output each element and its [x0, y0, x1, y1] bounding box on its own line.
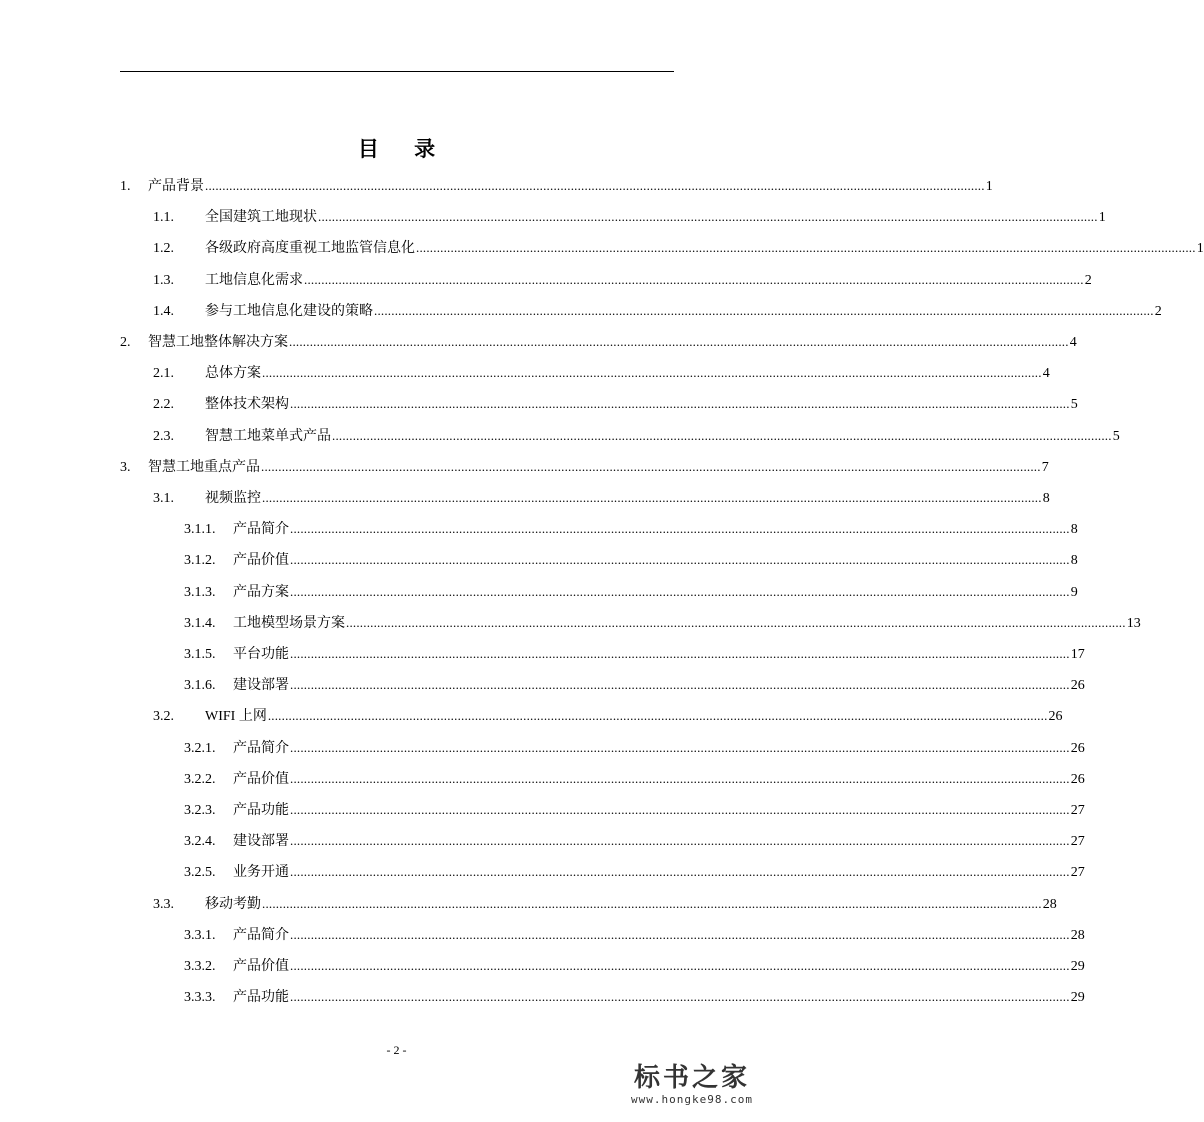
toc-entry[interactable]: [153, 389, 1078, 419]
toc-dot-leader: ..................................................................................................................................................................................................................................: [262, 895, 1042, 911]
toc-entry[interactable]: [184, 670, 1085, 700]
toc-entry-title: 智慧工地重点产品: [148, 459, 260, 475]
toc-entry-title: 产品简介: [233, 740, 289, 756]
toc-entry-title: 产品简介: [233, 522, 289, 538]
toc-entry-title: 业务开通: [233, 865, 289, 881]
toc-entry-title: 建设部署: [233, 834, 289, 850]
footer-page-number: - 2 -: [386, 1043, 407, 1057]
watermark-name: 标书之家: [633, 1063, 750, 1093]
toc-dot-leader: ..................................................................................................................................................................................................................................: [290, 521, 1070, 537]
toc-dot-leader: ..................................................................................................................................................................................................................................: [261, 458, 1041, 474]
toc-entry[interactable]: [184, 982, 1085, 1012]
toc-dot-leader: ..................................................................................................................................................................................................................................: [290, 770, 1070, 786]
toc-entry-page: 29: [1070, 959, 1085, 974]
toc-entry-page: 29: [1070, 990, 1085, 1006]
toc-dot-leader: ..................................................................................................................................................................................................................................: [205, 178, 985, 193]
toc-dot-leader: ..................................................................................................................................................................................................................................: [290, 864, 1070, 880]
toc-entry-number: 3.: [120, 459, 131, 475]
toc-dot-leader: ..................................................................................................................................................................................................................................: [290, 958, 1070, 973]
toc-entry-number: 3.1.5.: [184, 647, 216, 662]
toc-dot-leader: ..................................................................................................................................................................................................................................: [374, 302, 1154, 318]
toc-entry-page: 4: [1069, 335, 1077, 350]
toc-entry-number: 1.2.: [153, 241, 174, 257]
toc-dot-leader: ..................................................................................................................................................................................................................................: [416, 240, 1196, 256]
toc-entry[interactable]: [184, 514, 1078, 544]
toc-entry-number: 3.2.: [153, 709, 174, 725]
toc-entry-title: 工地信息化需求: [205, 272, 303, 288]
header-rule: [120, 71, 674, 72]
toc-entry[interactable]: [153, 233, 1204, 263]
toc-dot-leader: ..................................................................................................................................................................................................................................: [290, 989, 1070, 1005]
toc-entry-page: 5: [1112, 428, 1120, 444]
toc-entry[interactable]: [184, 545, 1078, 575]
toc-entry[interactable]: [153, 483, 1050, 513]
toc-entry[interactable]: [184, 764, 1085, 794]
toc-dot-leader: ..................................................................................................................................................................................................................................: [318, 209, 1098, 225]
toc-entry-title: 智慧工地菜单式产品: [205, 428, 331, 444]
toc-dot-leader: ..................................................................................................................................................................................................................................: [290, 833, 1070, 849]
toc-entry-page: 13: [1126, 615, 1141, 631]
toc-entry-title: 建设部署: [233, 678, 289, 694]
toc-entry-number: 3.2.2.: [184, 771, 216, 787]
toc-entry[interactable]: [184, 795, 1085, 825]
toc-entry-number: 3.1.3.: [184, 584, 216, 600]
toc-entry-title: 产品功能: [233, 990, 289, 1006]
toc-entry[interactable]: [153, 889, 1057, 919]
toc-entry-page: 28: [1042, 896, 1057, 912]
toc-entry-number: 3.3.: [153, 896, 174, 912]
toc-entry-number: 1.4.: [153, 303, 174, 319]
toc-dot-leader: ..................................................................................................................................................................................................................................: [262, 365, 1042, 381]
toc-entry-number: 3.3.1.: [184, 927, 216, 943]
toc-entry-number: 3.1.2.: [184, 553, 216, 569]
toc-entry[interactable]: [184, 857, 1085, 887]
toc-dot-leader: ..................................................................................................................................................................................................................................: [290, 646, 1070, 661]
toc-entry-title: 产品方案: [233, 584, 289, 600]
toc-entry[interactable]: [120, 452, 1049, 482]
toc-entry-number: 3.1.: [153, 491, 174, 506]
toc-entry-number: 2.1.: [153, 366, 174, 382]
toc-entry-page: 1: [985, 179, 993, 194]
toc-entry-title: 总体方案: [205, 366, 261, 382]
toc-entry-page: 7: [1041, 459, 1049, 475]
toc-entry[interactable]: [153, 358, 1050, 388]
toc-entry-number: 2.2.: [153, 397, 174, 413]
toc-entry-title: 产品价值: [233, 553, 289, 569]
toc-entry-title: 各级政府高度重视工地监管信息化: [205, 241, 415, 257]
toc-entry-title: 全国建筑工地现状: [205, 210, 317, 226]
toc-dot-leader: ..................................................................................................................................................................................................................................: [289, 334, 1069, 349]
toc-entry-number: 3.2.3.: [184, 803, 216, 818]
toc-entry-page: 26: [1070, 771, 1085, 787]
toc-entry[interactable]: [184, 951, 1085, 981]
toc-entry-page: 17: [1070, 647, 1085, 662]
toc-entry[interactable]: [184, 826, 1085, 856]
toc-entry-page: 4: [1042, 366, 1050, 382]
toc-dot-leader: ..................................................................................................................................................................................................................................: [332, 427, 1112, 443]
toc-dot-leader: ..................................................................................................................................................................................................................................: [290, 396, 1070, 412]
toc-dot-leader: ..................................................................................................................................................................................................................................: [290, 552, 1070, 568]
toc-entry-page: 9: [1070, 584, 1078, 600]
toc-dot-leader: ..................................................................................................................................................................................................................................: [290, 677, 1070, 693]
toc-entry-title: 参与工地信息化建设的策略: [205, 303, 373, 319]
toc-entry-number: 1.3.: [153, 272, 174, 288]
toc-entry-page: 5: [1070, 397, 1078, 413]
toc-dot-leader: ..................................................................................................................................................................................................................................: [290, 583, 1070, 599]
toc-entry-page: 2: [1154, 303, 1162, 319]
toc-entry[interactable]: [153, 265, 1092, 295]
toc-entry-page: 26: [1070, 740, 1085, 756]
toc-entry-title: WIFI 上网: [205, 709, 267, 725]
toc-entry-title: 产品简介: [233, 927, 289, 943]
toc-entry-title: 工地模型场景方案: [233, 615, 345, 631]
toc-entry-number: 3.1.4.: [184, 615, 216, 631]
toc-entry[interactable]: [120, 171, 993, 201]
toc-entry[interactable]: [153, 421, 1120, 451]
toc-entry-page: 27: [1070, 834, 1085, 850]
toc-entry-title: 智慧工地整体解决方案: [148, 335, 288, 350]
toc-entry-title: 移动考勤: [205, 896, 261, 912]
toc-entry-page: 26: [1048, 709, 1063, 725]
watermark-url: www.hongke98.com: [631, 1093, 753, 1106]
toc-dot-leader: ..................................................................................................................................................................................................................................: [267, 708, 1048, 724]
toc-title: 目 录: [357, 137, 450, 161]
toc-entry-page: 26: [1070, 678, 1085, 694]
toc-dot-leader: ..................................................................................................................................................................................................................................: [290, 926, 1070, 942]
toc-entry-title: 平台功能: [233, 647, 289, 662]
toc-entry-number: 2.: [120, 335, 131, 350]
toc-entry-title: 产品价值: [233, 959, 289, 974]
toc-dot-leader: ..................................................................................................................................................................................................................................: [290, 802, 1070, 817]
toc-entry-number: 3.1.1.: [184, 522, 216, 538]
toc-entry-page: 27: [1070, 865, 1085, 881]
toc-entry[interactable]: [184, 920, 1085, 950]
toc-entry-page: 1: [1098, 210, 1106, 226]
toc-entry[interactable]: [184, 733, 1085, 763]
toc-entry-page: 8: [1070, 553, 1078, 569]
toc-entry-number: 3.2.4.: [184, 834, 216, 850]
toc-dot-leader: ..................................................................................................................................................................................................................................: [262, 490, 1042, 505]
toc-entry-title: 视频监控: [205, 491, 261, 506]
toc-dot-leader: ..................................................................................................................................................................................................................................: [346, 614, 1126, 630]
toc-entry[interactable]: [153, 701, 1063, 731]
toc-entry-number: 3.1.6.: [184, 678, 216, 694]
toc-entry-number: 2.3.: [153, 428, 174, 444]
toc-entry-page: 27: [1070, 803, 1085, 818]
toc-entry[interactable]: [184, 608, 1141, 638]
toc-entry-title: 产品价值: [233, 771, 289, 787]
toc-entry-number: 3.3.3.: [184, 990, 216, 1006]
toc-entry-number: 3.2.5.: [184, 865, 216, 881]
toc-entry-title: 产品背景: [148, 179, 204, 194]
toc-dot-leader: ..................................................................................................................................................................................................................................: [290, 739, 1070, 755]
toc-entry[interactable]: [184, 577, 1078, 607]
toc-entry-number: 3.3.2.: [184, 959, 216, 974]
toc-entry[interactable]: [184, 639, 1085, 669]
toc-entry-number: 3.2.1.: [184, 740, 216, 756]
toc-entry-page: 8: [1042, 491, 1050, 506]
toc-entry-page: 2: [1084, 272, 1092, 288]
toc-entry-page: 8: [1070, 522, 1078, 538]
toc-entry[interactable]: [153, 202, 1106, 232]
toc-entry-number: 1.1.: [153, 210, 174, 226]
toc-dot-leader: ..................................................................................................................................................................................................................................: [304, 271, 1084, 287]
toc-entry-page: 1: [1196, 241, 1204, 257]
toc-entry[interactable]: [153, 296, 1162, 326]
watermark-logo: [607, 1063, 777, 1107]
toc-entry[interactable]: [120, 327, 1077, 357]
toc-entry-title: 整体技术架构: [205, 397, 289, 413]
toc-entry-number: 1.: [120, 179, 131, 194]
toc-entry-page: 28: [1070, 927, 1085, 943]
toc-entry-title: 产品功能: [233, 803, 289, 818]
